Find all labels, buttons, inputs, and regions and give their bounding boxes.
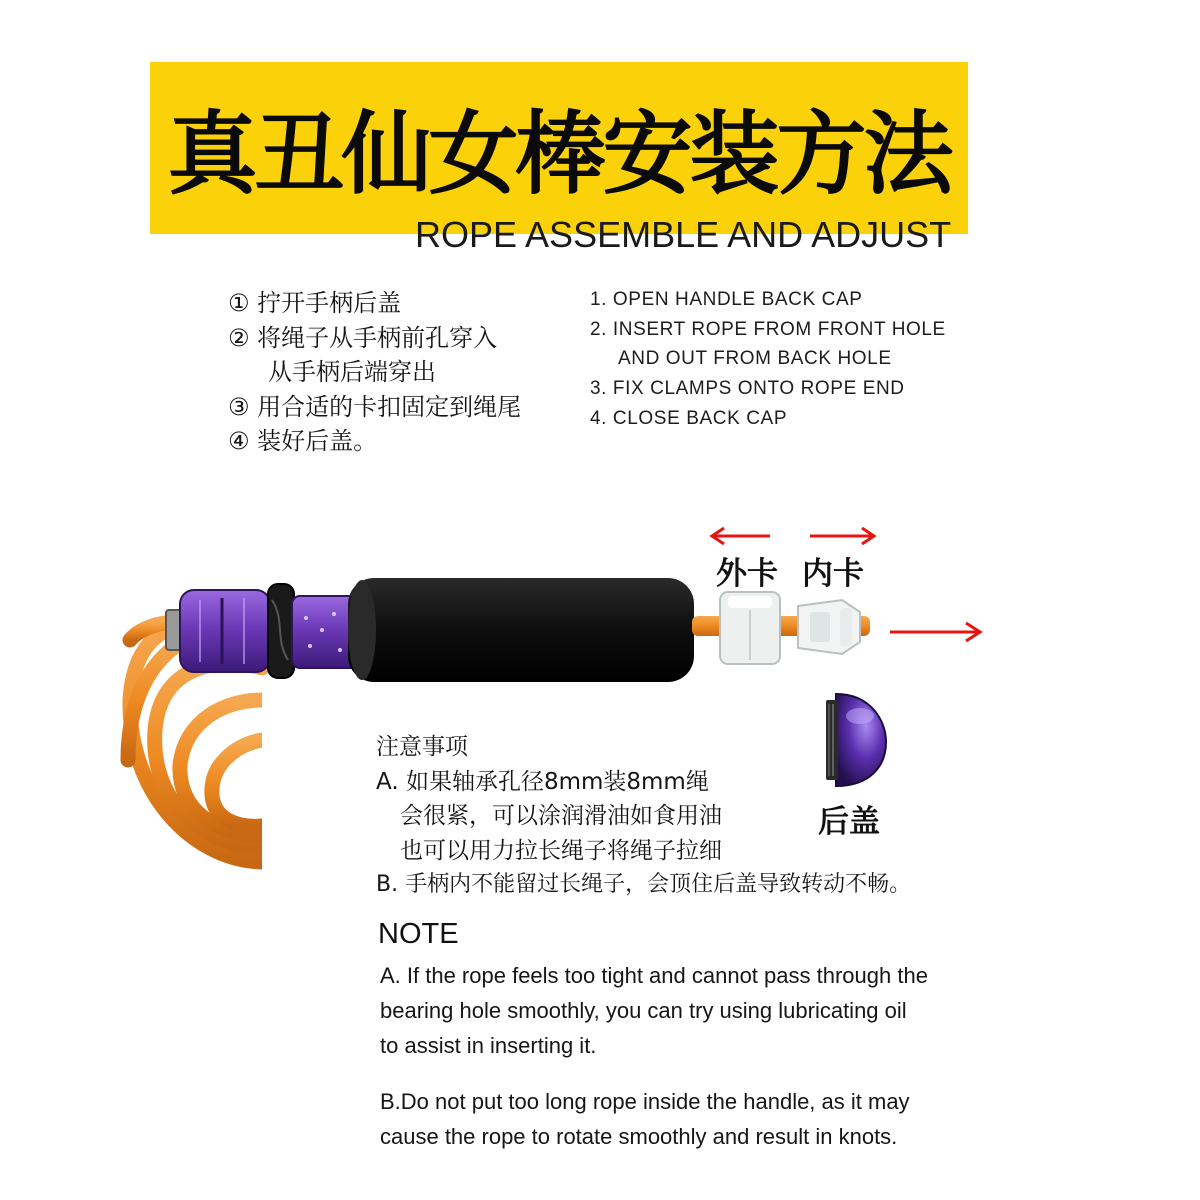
note-en-b (380, 1084, 1060, 1154)
inner-clamp-label: 内卡 (802, 556, 864, 592)
foam-grip (348, 578, 694, 682)
step-cn-4: ④ 装好后盖。 (228, 427, 378, 455)
step-cn-2: ② 将绳子从手柄前孔穿入 (228, 323, 498, 352)
note-en-a-line3: to assist in inserting it. (380, 1033, 597, 1058)
note-en-a-line2: bearing hole smoothly, you can try using lubricating oil (380, 998, 907, 1023)
note-cn-a-line1: A. 如果轴承孔径8mm装8mm绳 (376, 768, 709, 795)
note-en-a-line1: A. If the rope feels too tight and cannot pass through the (380, 963, 928, 988)
handle-body (166, 584, 362, 678)
arrow-inner-clamp-right (810, 528, 874, 544)
title-english: ROPE ASSEMBLE AND ADJUST (415, 214, 952, 255)
outer-clamp-label: 外卡 (716, 556, 778, 592)
note-en-b-line1: B.Do not put too long rope inside the handle, as it may (380, 1089, 910, 1114)
arrow-outer-clamp-left (712, 528, 770, 544)
note-en-a (380, 958, 1060, 1063)
step-en-1: 1. OPEN HANDLE BACK CAP (590, 289, 863, 310)
note-en-b-line2: cause the rope to rotate smoothly and result in knots. (380, 1124, 898, 1149)
step-en-3: 3. FIX CLAMPS ONTO ROPE END (590, 378, 905, 400)
back-cap-label: 后盖 (818, 804, 880, 840)
inner-clamp (798, 600, 860, 654)
step-en-4: 4. CLOSE BACK CAP (590, 407, 788, 429)
step-en-2-continued: AND OUT FROM BACK HOLE (618, 348, 892, 370)
step-cn-2-continued: 从手柄后端穿出 (268, 358, 436, 386)
note-heading-english: NOTE (378, 918, 459, 950)
outer-clamp (720, 592, 780, 664)
notes-cn-heading: 注意事项 (376, 734, 468, 760)
step-cn-3: ③ 用合适的卡扣固定到绳尾 (228, 392, 522, 421)
step-en-2: 2. INSERT ROPE FROM FRONT HOLE (590, 318, 946, 340)
arrow-rope-pull-right (890, 623, 980, 641)
note-cn-a-line2: 会很紧，可以涂润滑油如食用油 (400, 803, 722, 829)
note-cn-b: B. 手柄内不能留过长绳子，会顶住后盖导致转动不畅。 (376, 872, 912, 897)
title-chinese: 真丑仙女棒安装方法 (167, 102, 951, 207)
step-cn-1: ① 拧开手柄后盖 (228, 289, 402, 317)
notes-chinese (376, 730, 911, 903)
note-cn-a-line3: 也可以用力拉长绳子将绳子拉细 (400, 837, 722, 864)
